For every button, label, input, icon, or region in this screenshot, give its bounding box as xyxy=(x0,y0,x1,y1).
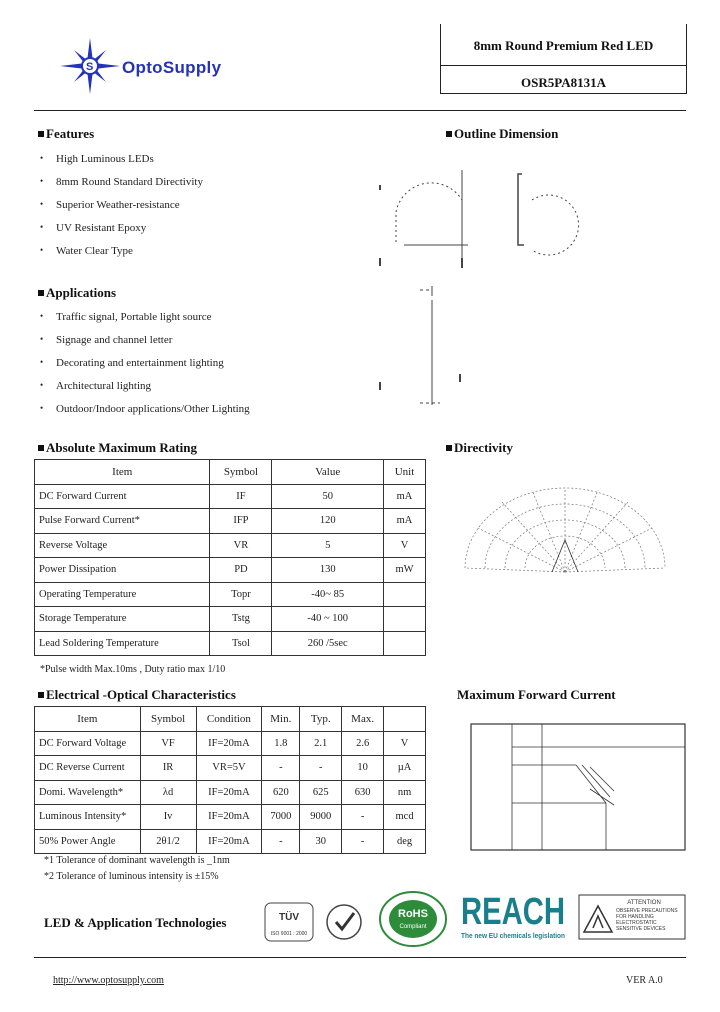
column-header: Item xyxy=(35,707,141,732)
brand-name: OptoSupply xyxy=(122,58,222,77)
list-item: • Signage and channel letter xyxy=(36,332,250,355)
list-item: • Architectural lighting xyxy=(36,378,250,401)
table-row xyxy=(35,607,426,632)
table-cell: Storage Temperature xyxy=(35,607,210,632)
electro-optical-heading: Electrical -Optical Characteristics xyxy=(38,687,236,703)
tuv-iso-badge xyxy=(264,902,372,942)
directivity-chart xyxy=(462,480,668,580)
table-cell: PD xyxy=(210,558,272,583)
table-cell: Luminous Intensity* xyxy=(35,805,141,830)
table-cell: 630 xyxy=(342,780,384,805)
esd-body: OBSERVE PRECAUTIONS FOR HANDLING ELECTROSTATIC SENSITIVE DEVICES xyxy=(616,908,678,932)
column-header: Item xyxy=(35,460,210,485)
rohs-label: RoHS xyxy=(398,908,428,920)
table-row xyxy=(35,805,426,830)
table-cell: mcd xyxy=(384,805,426,830)
table-cell: 130 xyxy=(272,558,384,583)
table-cell: 2.1 xyxy=(300,731,342,756)
list-item: • UV Resistant Epoxy xyxy=(36,220,203,243)
table-cell: Reverse Voltage xyxy=(35,533,210,558)
outline-dimension-drawing xyxy=(372,160,592,415)
table-cell: 50 xyxy=(272,484,384,509)
column-header: Min. xyxy=(262,707,300,732)
list-item: • Decorating and entertainment lighting xyxy=(36,355,250,378)
table-cell: µA xyxy=(384,756,426,781)
table-cell: 7000 xyxy=(262,805,300,830)
list-item: • High Luminous LEDs xyxy=(36,151,203,174)
column-header: Symbol xyxy=(210,460,272,485)
column-header: Condition xyxy=(196,707,262,732)
table-cell: 260 /5sec xyxy=(272,631,384,656)
table-cell: Topr xyxy=(210,582,272,607)
table-cell xyxy=(384,631,426,656)
table-row xyxy=(35,582,426,607)
table-cell: 50% Power Angle xyxy=(35,829,141,854)
list-item: • Superior Weather-resistance xyxy=(36,197,203,220)
rohs-compliant-badge xyxy=(378,890,448,948)
table-cell: V xyxy=(384,533,426,558)
table-cell: 625 xyxy=(300,780,342,805)
table-cell: IFP xyxy=(210,509,272,534)
table-cell: 5 xyxy=(272,533,384,558)
table-cell: DC Reverse Current xyxy=(35,756,141,781)
rohs-sub-label: Compliant xyxy=(399,924,427,930)
table-cell: 10 xyxy=(342,756,384,781)
website-link[interactable]: http://www.optosupply.com xyxy=(53,975,164,986)
column-header xyxy=(384,707,426,732)
table-cell: 30 xyxy=(300,829,342,854)
product-title: 8mm Round Premium Red LED xyxy=(473,38,654,53)
electro-optical-table xyxy=(34,706,426,854)
column-header: Unit xyxy=(384,460,426,485)
table-cell: - xyxy=(342,829,384,854)
table-cell: 1.8 xyxy=(262,731,300,756)
table-cell: DC Forward Voltage xyxy=(35,731,141,756)
table-row xyxy=(35,631,426,656)
table-cell xyxy=(384,582,426,607)
company-tagline: LED & Application Technologies xyxy=(44,915,227,930)
list-item: • Traffic signal, Portable light source xyxy=(36,309,250,332)
absolute-max-table xyxy=(34,459,426,656)
table-cell: Iv xyxy=(140,805,196,830)
features-list xyxy=(36,151,203,266)
svg-text:S: S xyxy=(86,61,94,73)
table-cell: IF=20mA xyxy=(196,731,262,756)
header-divider xyxy=(34,110,686,111)
pulse-note: *Pulse width Max.10ms , Duty ratio max 1/10 xyxy=(40,664,226,675)
applications-list xyxy=(36,309,250,424)
table-header-row xyxy=(35,707,426,732)
table-cell: - xyxy=(342,805,384,830)
tuv-label: TÜV xyxy=(279,912,299,923)
applications-heading: Applications xyxy=(38,285,116,301)
list-item: • 8mm Round Standard Directivity xyxy=(36,174,203,197)
table-cell: IF=20mA xyxy=(196,780,262,805)
absolute-max-heading: Absolute Maximum Rating xyxy=(38,440,197,456)
column-header: Value xyxy=(272,460,384,485)
table-cell: Tstg xyxy=(210,607,272,632)
features-heading: Features xyxy=(38,126,94,142)
table-cell: VR xyxy=(210,533,272,558)
list-item: • Water Clear Type xyxy=(36,243,203,266)
table-cell: 9000 xyxy=(300,805,342,830)
table-cell: 2.6 xyxy=(342,731,384,756)
table-cell: IF xyxy=(210,484,272,509)
table-header-row xyxy=(35,460,426,485)
table-cell: - xyxy=(262,829,300,854)
iso-label: ISO 9001 : 2000 xyxy=(270,931,308,937)
table-cell: Operating Temperature xyxy=(35,582,210,607)
table-cell: mW xyxy=(384,558,426,583)
table-cell: Pulse Forward Current* xyxy=(35,509,210,534)
footer-divider xyxy=(34,957,686,958)
column-header: Max. xyxy=(342,707,384,732)
version-label: VER A.0 xyxy=(626,975,663,986)
part-number: OSR5PA8131A xyxy=(521,75,606,90)
reach-label: REACH xyxy=(461,891,565,933)
column-header: Typ. xyxy=(300,707,342,732)
outline-heading: Outline Dimension xyxy=(446,126,558,142)
max-forward-current-chart xyxy=(470,723,686,851)
table-cell: Power Dissipation xyxy=(35,558,210,583)
table-cell: nm xyxy=(384,780,426,805)
directivity-heading: Directivity xyxy=(446,440,513,456)
reach-sub-label: The new EU chemicals legislation xyxy=(461,931,566,940)
table-row xyxy=(35,780,426,805)
list-item: • Outdoor/Indoor applications/Other Lighting xyxy=(36,401,250,424)
table-row xyxy=(35,558,426,583)
table-cell: λd xyxy=(140,780,196,805)
max-forward-current-heading: Maximum Forward Current xyxy=(457,687,616,702)
table-cell: VF xyxy=(140,731,196,756)
table-cell: mA xyxy=(384,509,426,534)
table-cell: DC Forward Current xyxy=(35,484,210,509)
table-row xyxy=(35,756,426,781)
esd-warning-badge xyxy=(578,894,686,940)
reach-badge xyxy=(460,886,566,944)
table-cell: - xyxy=(262,756,300,781)
wavelength-note: *1 Tolerance of dominant wavelength is _1nm xyxy=(44,855,230,866)
table-cell: IF=20mA xyxy=(196,805,262,830)
intensity-note: *2 Tolerance of luminous intensity is ±15% xyxy=(44,871,219,882)
table-cell: IR xyxy=(140,756,196,781)
table-cell xyxy=(384,607,426,632)
table-cell: 620 xyxy=(262,780,300,805)
table-row xyxy=(35,533,426,558)
table-cell: V xyxy=(384,731,426,756)
table-cell: deg xyxy=(384,829,426,854)
table-cell: Lead Soldering Temperature xyxy=(35,631,210,656)
table-row xyxy=(35,509,426,534)
table-cell: -40 ~ 100 xyxy=(272,607,384,632)
column-header: Symbol xyxy=(140,707,196,732)
table-cell: Tsol xyxy=(210,631,272,656)
table-cell: mA xyxy=(384,484,426,509)
table-cell: IF=20mA xyxy=(196,829,262,854)
table-cell: 120 xyxy=(272,509,384,534)
table-cell: 2θ1/2 xyxy=(140,829,196,854)
table-cell: VR=5V xyxy=(196,756,262,781)
table-row xyxy=(35,731,426,756)
table-cell: Domi. Wavelength* xyxy=(35,780,141,805)
esd-title: ATTENTION xyxy=(627,900,661,906)
table-row xyxy=(35,829,426,854)
table-cell: - xyxy=(300,756,342,781)
table-cell: -40~ 85 xyxy=(272,582,384,607)
table-row xyxy=(35,484,426,509)
